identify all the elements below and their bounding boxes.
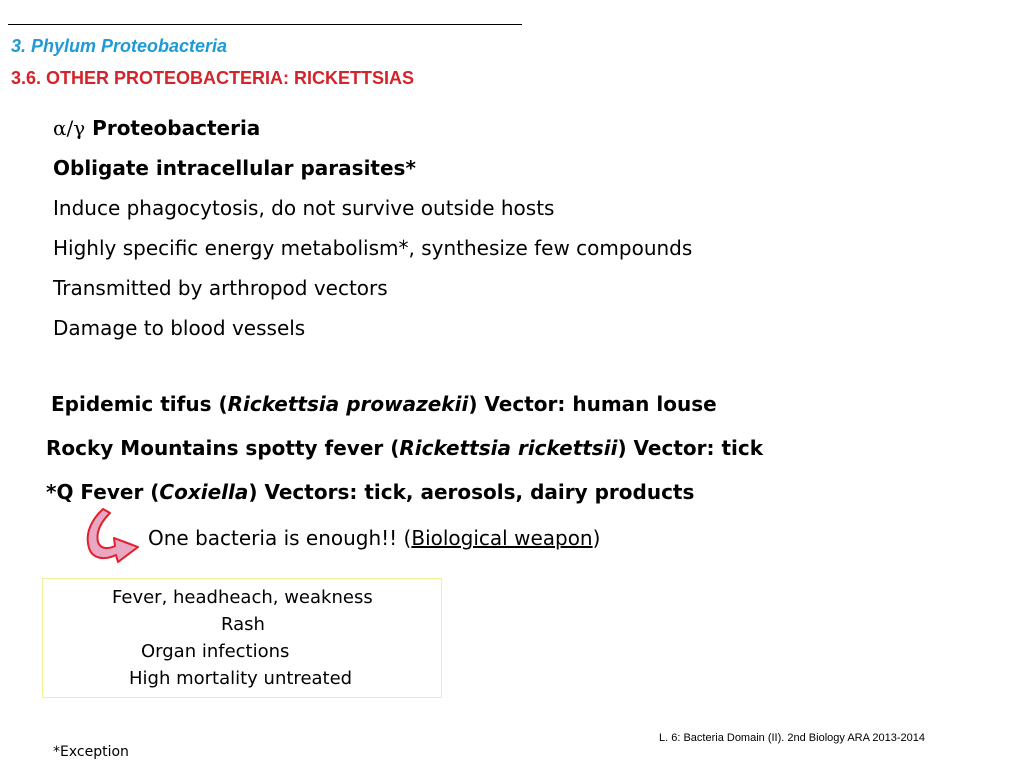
symptom-mortality: High mortality untreated: [129, 668, 353, 689]
footer-citation: L. 6: Bacteria Domain (II). 2nd Biology ARA 2013-2014: [659, 732, 925, 744]
disease-epidemic-pre: Epidemic tifus (: [51, 392, 228, 416]
disease-rocky-pre: Rocky Mountains spotty fever (: [46, 436, 400, 460]
curved-arrow-icon: [80, 505, 142, 563]
disease-q-fever: [46, 480, 694, 504]
point-metabolism: Highly specific energy metabolism*, synthesize few compounds: [53, 236, 693, 260]
biological-weapon-note: [148, 526, 600, 550]
symptoms-box: [42, 578, 442, 698]
note-post: ): [592, 526, 601, 550]
disease-epidemic-post: ) Vector: human louse: [468, 392, 717, 416]
greek-letters: α/γ: [53, 116, 86, 140]
point-transmitted: Transmitted by arthropod vectors: [53, 276, 388, 300]
disease-rocky-mountains: [46, 436, 763, 460]
symptom-organ-infections: Organ infections: [141, 641, 290, 662]
subsection-title: 3.6. OTHER PROTEOBACTERIA: RICKETTSIAS: [11, 68, 415, 88]
disease-rocky-species: Rickettsia rickettsii: [399, 436, 618, 460]
section-title: 3. Phylum Proteobacteria: [11, 36, 228, 56]
point-obligate: Obligate intracellular parasites*: [53, 156, 416, 180]
point-phagocytosis: Induce phagocytosis, do not survive outside hosts: [53, 196, 555, 220]
biological-weapon-link: Biological weapon: [411, 526, 593, 550]
point-proteobacteria: [53, 116, 260, 140]
disease-rocky-post: ) Vector: tick: [617, 436, 764, 460]
disease-q-post: ) Vectors: tick, aerosols, dairy products: [248, 480, 695, 504]
disease-epidemic-species: Rickettsia prowazekii: [227, 392, 469, 416]
exception-note: *Exception: [53, 744, 129, 760]
disease-q-species: Coxiella: [159, 480, 249, 504]
disease-epidemic-tifus: [51, 392, 717, 416]
disease-q-pre: *Q Fever (: [46, 480, 160, 504]
point-damage: Damage to blood vessels: [53, 316, 306, 340]
symptom-rash: Rash: [221, 614, 265, 635]
note-pre: One bacteria is enough!! (: [148, 526, 412, 550]
proteobacteria-label: Proteobacteria: [85, 116, 261, 140]
symptom-fever: Fever, headheach, weakness: [112, 587, 373, 608]
top-divider: [8, 24, 522, 25]
